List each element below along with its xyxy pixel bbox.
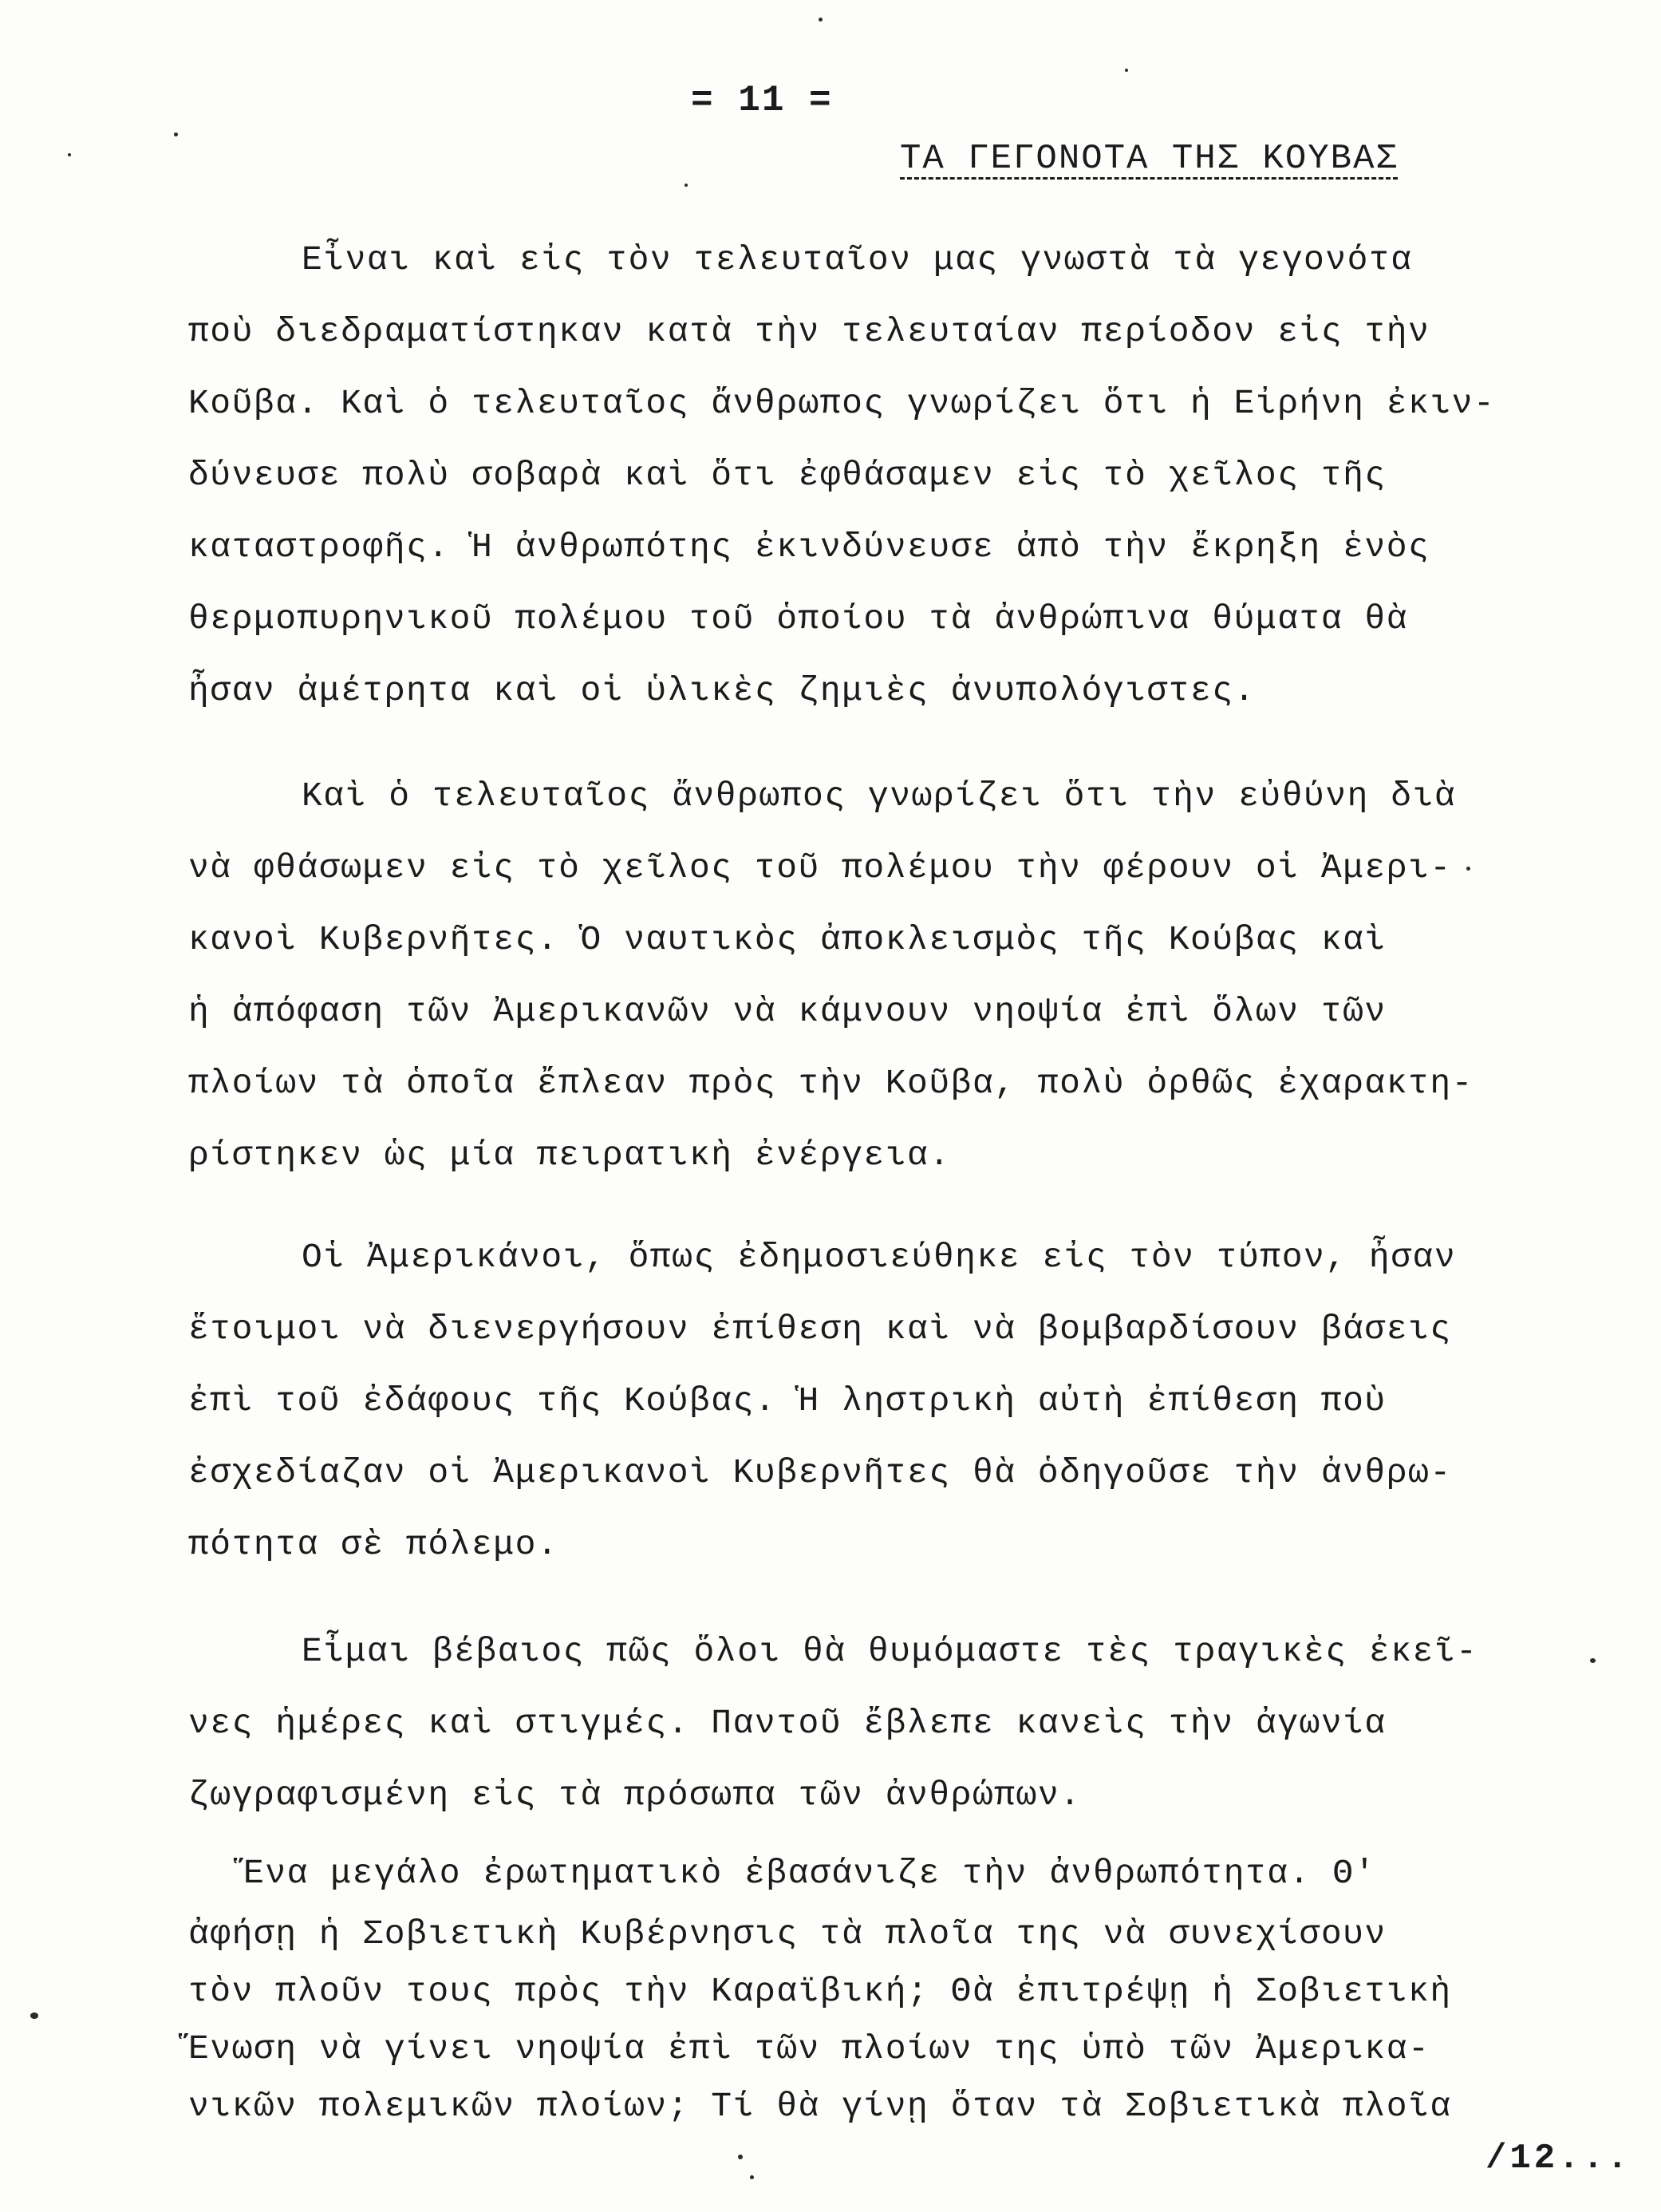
text-line: ἀφήσῃ ἡ Σοβιετικὴ Κυβέρνησις τὰ πλοῖα της νὰ συνεχίσουν — [188, 1914, 1387, 1953]
continuation-marker: /12... — [1485, 2139, 1631, 2178]
text-line: Οἱ Ἀμερικάνοι, ὅπως ἐδημοσιεύθηκε εἰς τὸν τύπον, ἦσαν — [302, 1238, 1457, 1277]
text-line: Καὶ ὁ τελευταῖος ἄνθρωπος γνωρίζει ὅτι τὴν εὐθύνη διὰ — [302, 776, 1457, 816]
scan-speck — [1125, 69, 1128, 72]
text-line: ζωγραφισμένη εἰς τὰ πρόσωπα τῶν ἀνθρώπων. — [188, 1776, 1082, 1815]
text-line: Εἶμαι βέβαιος πῶς ὅλοι θὰ θυμόμαστε τὲς τραγικὲς ἐκεῖ- — [302, 1632, 1478, 1671]
text-line: καταστροφῆς. Ἡ ἀνθρωπότης ἐκινδύνευσε ἀπὸ τὴν ἔκρηξη ἑνὸς — [188, 527, 1430, 567]
text-line: ποὺ διεδραματίστηκαν κατὰ τὴν τελευταίαν περίοδον εἰς τὴν — [188, 312, 1430, 351]
text-line: θερμοπυρηνικοῦ πολέμου τοῦ ὁποίου τὰ ἀνθρώπινα θύματα θὰ — [188, 599, 1409, 638]
text-line: κανοὶ Κυβερνῆτες. Ὁ ναυτικὸς ἀποκλεισμὸς τῆς Κούβας καὶ — [188, 920, 1387, 959]
text-line: νες ἡμέρες καὶ στιγμές. Παντοῦ ἔβλεπε κανεὶς τὴν ἀγωνία — [188, 1704, 1387, 1743]
text-line: ἕτοιμοι νὰ διενεργήσουν ἐπίθεση καὶ νὰ βομβαρδίσουν βάσεις — [188, 1309, 1452, 1349]
scan-speck — [174, 132, 178, 136]
text-line: δύνευσε πολὺ σοβαρὰ καὶ ὅτι ἐφθάσαμεν εἰς τὸ χεῖλος τῆς — [188, 456, 1387, 495]
scan-speck — [738, 2155, 743, 2159]
text-line: Κοῦβα. Καὶ ὁ τελευταῖος ἄνθρωπος γνωρίζει ὅτι ἡ Εἰρήνη ἐκιν- — [188, 384, 1496, 423]
text-line: ἦσαν ἀμέτρητα καὶ οἱ ὑλικὲς ζημιὲς ἀνυπολόγιστες. — [188, 671, 1256, 710]
text-line: Ἕνα μεγάλο ἐρωτηματικὸ ἐβασάνιζε τὴν ἀνθρωπότητα. Θ' — [243, 1854, 1376, 1893]
text-line: νὰ φθάσωμεν εἰς τὸ χεῖλος τοῦ πολέμου τὴν φέρουν οἱ Ἀμερι- — [188, 848, 1452, 887]
scan-speck — [819, 18, 823, 22]
text-line: πλοίων τὰ ὁποῖα ἔπλεαν πρὸς τὴν Κοῦβα, πολὺ ὀρθῶς ἐχαρακτη- — [188, 1064, 1474, 1103]
scan-speck — [1466, 867, 1470, 871]
text-line: Ἕνωση νὰ γίνει νηοψία ἐπὶ τῶν πλοίων της ὑπὸ τῶν Ἀμερικα- — [188, 2029, 1430, 2068]
scan-speck — [30, 2013, 38, 2019]
page-heading: ΤΑ ΓΕΓΟΝΟΤΑ ΤΗΣ ΚΟΥΒΑΣ — [900, 139, 1399, 179]
page-number: = 11 = — [691, 80, 833, 121]
text-line: τὸν πλοῦν τους πρὸς τὴν Καραϊβική; Θὰ ἐπιτρέψῃ ἡ Σοβιετικὴ — [188, 1972, 1452, 2011]
text-line: ἡ ἀπόφαση τῶν Ἀμερικανῶν νὰ κάμνουν νηοψία ἐπὶ ὅλων τῶν — [188, 992, 1387, 1031]
text-line: ἐπὶ τοῦ ἐδάφους τῆς Κούβας. Ἡ ληστρικὴ αὐτὴ ἐπίθεση ποὺ — [188, 1381, 1387, 1420]
scan-speck — [68, 153, 71, 156]
text-line: νικῶν πολεμικῶν πλοίων; Τί θὰ γίνῃ ὅταν τὰ Σοβιετικὰ πλοῖα — [188, 2087, 1452, 2126]
scan-speck — [685, 184, 688, 187]
text-line: ρίστηκεν ὡς μία πειρατικὴ ἐνέργεια. — [188, 1136, 951, 1175]
text-line: Εἶναι καὶ εἰς τὸν τελευταῖον μας γνωστὰ τὰ γεγονότα — [302, 240, 1413, 279]
scan-speck — [1590, 1658, 1596, 1663]
text-line: πότητα σὲ πόλεμο. — [188, 1525, 559, 1564]
scan-speck — [750, 2175, 754, 2179]
text-line: ἐσχεδίαζαν οἱ Ἀμερικανοὶ Κυβερνῆτες θὰ ὁδηγοῦσε τὴν ἀνθρω- — [188, 1453, 1452, 1492]
